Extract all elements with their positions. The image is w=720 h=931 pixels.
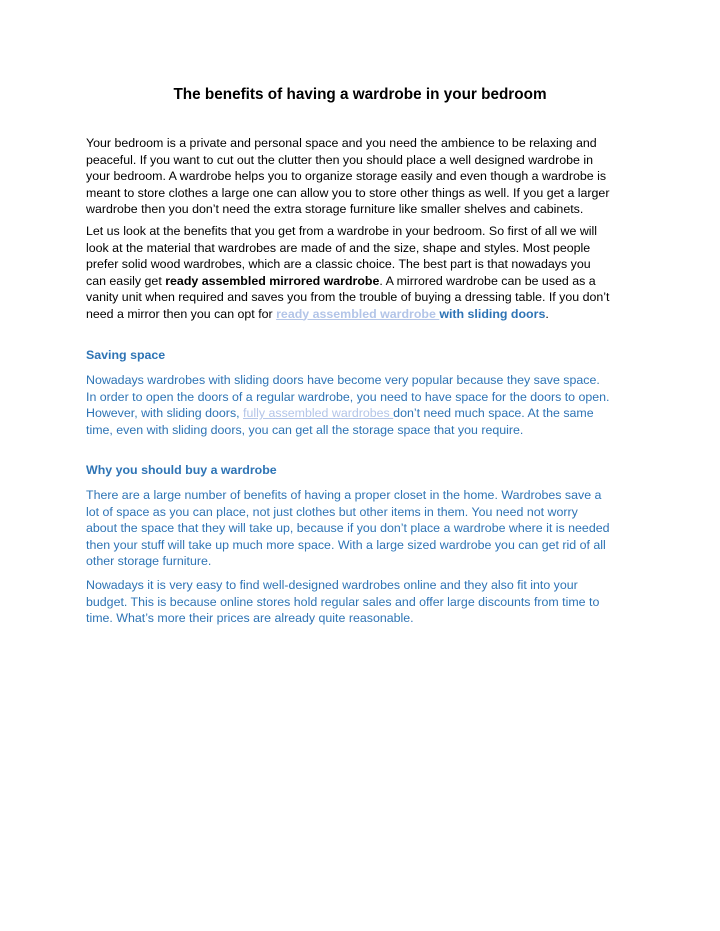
benefits-paragraph [86,223,641,322]
text-segment: need a mirror then you can opt for [86,306,277,321]
document-title: The benefits of having a wardrobe in your bedroom [173,86,547,103]
why-buy-paragraph [86,487,641,570]
text-line: then your stuff will take up much more space. With a large sized wardrobe you can get rid of all [86,537,606,552]
text-line: time. What’s more their prices are already quite reasonable. [86,611,414,625]
text-line: Nowadays it is very easy to find well-designed wardrobes online and they also fit into your [86,578,578,592]
bold-keyword: with sliding doors [439,306,546,321]
text-line: vanity unit when required and saves you from the trouble of buying a dressing table. If you don’t [86,290,610,304]
text-line: other storage furniture. [86,554,212,568]
text-line [86,273,641,290]
text-line: There are a large number of benefits of having a proper closet in the home. Wardrobes save a [86,488,602,502]
text-segment: . [545,306,549,321]
text-line [86,405,641,422]
bold-keyword: ready assembled mirrored wardrobe [165,273,380,288]
online-stores-paragraph [86,577,641,627]
text-segment: . A mirrored wardrobe can be used as a [379,273,596,288]
text-line: Your bedroom is a private and personal space and you need the ambience to be relaxing and [86,136,597,150]
text-line: meant to store clothes a large one can allow you to store other things as well. If you get a larger [86,185,610,200]
text-line: your bedroom. A wardrobe helps you to organize storage easily and even though a wardrobe is [86,169,607,183]
intro-paragraph [86,135,641,218]
text-line: prefer solid wood wardrobes, which are a classic choice. The best part is that nowadays you [86,257,591,271]
text-segment: don’t need much space. At the same [393,406,594,420]
text-line: Let us look at the benefits that you get from a wardrobe in your bedroom. So first of all we will [86,224,598,238]
text-line: time, even with sliding doors, you can get all the storage space that you require. [86,422,524,437]
section-heading-why-buy: Why you should buy a wardrobe [86,463,277,477]
fully-assembled-wardrobes-link[interactable]: fully assembled wardrobes [243,406,394,420]
text-segment: However, with sliding doors, [86,406,244,420]
text-line: peaceful. If you want to cut out the clutter then you should place a well designed wardrobe in [86,152,593,167]
text-line [86,306,641,323]
text-line: In order to open the doors of a regular wardrobe, you need to have space for the doors to open. [86,389,610,404]
text-line: lot of space as you can place, not just clothes but other items in them. You need not worry [86,504,578,519]
section-heading-saving-space: Saving space [86,348,166,362]
ready-assembled-wardrobe-link[interactable]: ready assembled wardrobe [276,306,440,321]
saving-space-paragraph [86,372,641,438]
text-line: Nowadays wardrobes with sliding doors have become very popular because they save space. [86,373,600,387]
text-segment: can easily get [86,273,166,288]
text-line: budget. This is because online stores hold regular sales and offer large discounts from time to [86,594,600,609]
text-line: look at the material that wardrobes are made of and the size, shape and styles. Most people [86,240,591,255]
text-line: about the space that they will take up, because if you don’t place a wardrobe where it is needed [86,521,610,535]
text-line: wardrobe then you don’t need the extra storage furniture like smaller shelves and cabinets. [86,202,584,216]
